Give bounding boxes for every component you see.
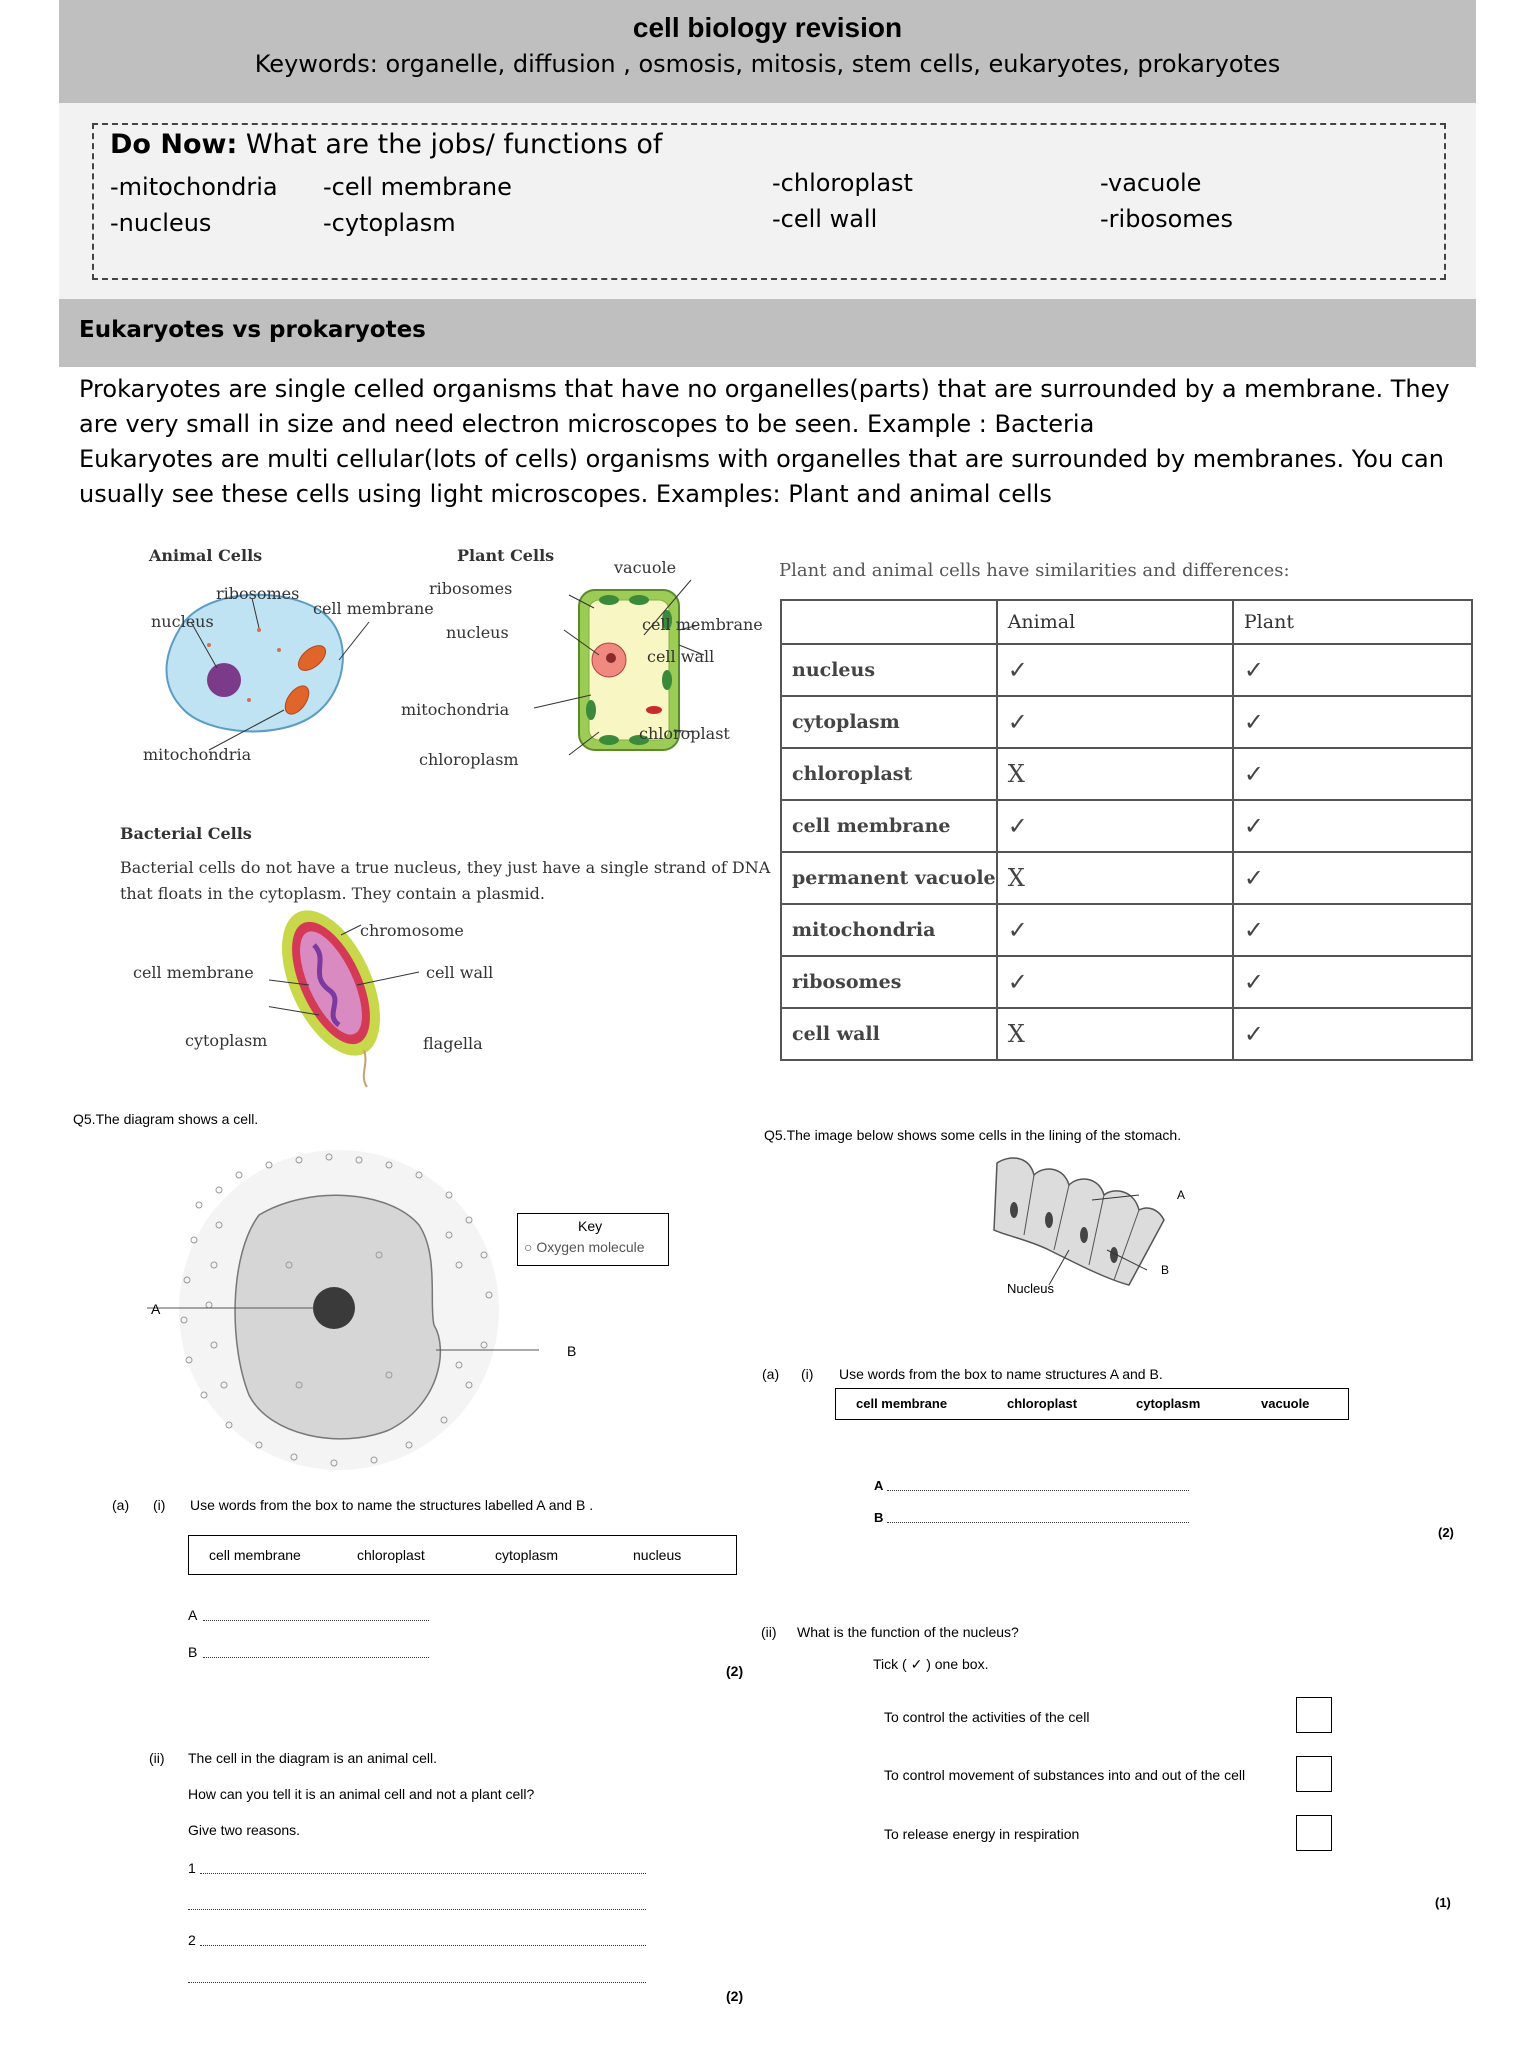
oxygen-molecule <box>216 1187 222 1193</box>
comparison-title: Plant and animal cells have similarities and differences: <box>779 560 1290 581</box>
plant-label-cell-membrane: cell membrane <box>642 615 763 634</box>
leader-line <box>339 622 369 660</box>
animal-ribosome-dot <box>277 648 281 652</box>
table-cell: ✓ <box>997 956 1233 1008</box>
table-cell: ✓ <box>1233 644 1472 696</box>
table-cell: X <box>997 1008 1233 1060</box>
bacterial-label-cell-membrane: cell membrane <box>133 963 254 982</box>
q5-right-ii-question: What is the function of the nucleus? <box>797 1624 1019 1640</box>
plant-label-chloroplast: chloroplast <box>639 724 730 743</box>
table-header-row <box>781 600 1472 644</box>
answer-b-line[interactable] <box>887 1522 1189 1523</box>
answer-2-line[interactable] <box>200 1945 646 1946</box>
key-box <box>517 1213 669 1266</box>
q5-right-title: Q5.The image below shows some cells in the lining of the stomach. <box>764 1127 1182 1143</box>
plant-label-nucleus: nucleus <box>446 623 509 642</box>
plant-label-mitochondria: mitochondria <box>401 700 510 719</box>
answer-a-line[interactable] <box>887 1490 1189 1491</box>
animal-nucleus-shape <box>207 663 241 697</box>
q5-right-tick-instruction: Tick ( ✓ ) one box. <box>873 1656 989 1672</box>
eukaryotes-paragraph: Eukaryotes are multi cellular(lots of cells) organisms with organelles that are surrounded by membranes. You can usually see these cells using light microscopes. Examples: Plant and animal cells <box>79 445 1444 508</box>
animal-label-nucleus: nucleus <box>151 612 214 631</box>
do-now-item: -mitochondria <box>110 173 278 201</box>
flagellum-shape <box>364 1050 367 1087</box>
q5-right-label-b: B <box>1161 1263 1170 1277</box>
table-cell: ✓ <box>1233 904 1472 956</box>
chloroplast-shape <box>662 670 672 690</box>
word-option: chloroplast <box>1007 1396 1078 1411</box>
chloroplast-shape <box>629 595 649 605</box>
table-cell: nucleus <box>781 644 997 696</box>
do-now-question-text: What are the jobs/ functions of <box>237 129 663 160</box>
table-cell: X <box>997 852 1233 904</box>
q5-left-label-a: A <box>151 1301 161 1317</box>
chloroplast-shape <box>599 595 619 605</box>
q5-left-part-i: (i) <box>153 1497 166 1513</box>
q5-left-marks-2: (2) <box>726 1988 744 2004</box>
answer-2-line-extra[interactable] <box>188 1982 646 1983</box>
prokaryotes-paragraph: Prokaryotes are single celled organisms that have no organelles(parts) that are surrounded by a membrane. They are very small in size and need electron microscopes to be seen. Example : Bacteria <box>79 375 1450 438</box>
table-cell: ✓ <box>1233 1008 1472 1060</box>
table-row <box>781 956 1472 1008</box>
animal-label-mitochondria: mitochondria <box>143 745 252 764</box>
bacterial-label-cell-wall: cell wall <box>426 963 494 982</box>
table-cell: cytoplasm <box>781 696 997 748</box>
animal-ribosome-dot <box>247 698 251 702</box>
animal-ribosome-dot <box>207 643 211 647</box>
word-option: nucleus <box>633 1547 682 1563</box>
comparison-table <box>780 599 1473 1061</box>
nucleus-shape <box>313 1287 355 1329</box>
animal-ribosome-dot <box>257 628 261 632</box>
key-item <box>524 1239 645 1255</box>
table-row <box>781 696 1472 748</box>
key-title: Key <box>578 1218 603 1234</box>
q5-left-marks-1: (2) <box>726 1663 744 1679</box>
table-row <box>781 644 1472 696</box>
header-band <box>59 0 1476 103</box>
stomach-nucleus-shape <box>1080 1227 1088 1243</box>
tick-box-3[interactable] <box>1296 1815 1332 1851</box>
bacterial-desc-line2: that floats in the cytoplasm. They contain a plasmid. <box>120 884 545 903</box>
chloroplast-shape <box>599 735 619 745</box>
q5-right-part-a: (a) <box>762 1366 780 1382</box>
q5-left-ii-line2: How can you tell it is an animal cell and not a plant cell? <box>188 1786 535 1802</box>
word-option: chloroplast <box>357 1547 425 1563</box>
q5-left-part-ii: (ii) <box>149 1750 165 1766</box>
plant-label-cell-wall: cell wall <box>647 647 715 666</box>
page-title: cell biology revision <box>632 12 903 43</box>
do-now-item: -ribosomes <box>1100 205 1233 233</box>
oxygen-cell-diagram <box>139 1145 539 1475</box>
table-row <box>781 748 1472 800</box>
table-cell: ✓ <box>1233 696 1472 748</box>
table-header-cell: Plant <box>1233 600 1472 644</box>
q5-left-word-box <box>188 1535 737 1575</box>
do-now-item: -cytoplasm <box>323 209 456 237</box>
table-row <box>781 1008 1472 1060</box>
table-row <box>781 852 1472 904</box>
table-cell: ✓ <box>997 800 1233 852</box>
table-cell: cell wall <box>781 1008 997 1060</box>
plant-mitochondrion-shape <box>646 706 662 714</box>
animal-label-cell-membrane: cell membrane <box>313 599 434 618</box>
table-cell: ✓ <box>997 644 1233 696</box>
do-now-box <box>92 123 1446 280</box>
answer-1-line-extra[interactable] <box>188 1909 646 1910</box>
do-now-item: -cell membrane <box>323 173 512 201</box>
do-now-section <box>59 103 1476 299</box>
chloroplast-shape <box>586 700 596 720</box>
table-cell: ✓ <box>1233 956 1472 1008</box>
table-cell: ✓ <box>997 696 1233 748</box>
animal-label-ribosomes: ribosomes <box>216 584 300 603</box>
oxygen-molecule <box>196 1202 202 1208</box>
answer-b-line[interactable] <box>203 1657 429 1658</box>
do-now-question <box>110 129 662 160</box>
q5-right-nucleus-label: Nucleus <box>1007 1281 1054 1296</box>
q5-left-ii-line3: Give two reasons. <box>188 1822 301 1838</box>
answer-1-line[interactable] <box>200 1873 646 1874</box>
table-cell: ✓ <box>1233 800 1472 852</box>
q5-left-instruction: Use words from the box to name the structures labelled A and B . <box>190 1497 594 1513</box>
bacterial-desc-line1: Bacterial cells do not have a true nucleus, they just have a single strand of DNA <box>120 858 771 877</box>
stomach-lining-diagram <box>989 1155 1209 1295</box>
stomach-nucleus-shape <box>1010 1202 1018 1218</box>
plant-cell-title: Plant Cells <box>457 546 555 565</box>
table-row <box>781 904 1472 956</box>
keywords-line: Keywords: organelle, diffusion , osmosis, mitosis, stem cells, eukaryotes, prokaryotes <box>254 50 1281 78</box>
plant-label-vacuole: vacuole <box>614 558 677 577</box>
worksheet-page <box>59 0 1476 2048</box>
plant-label-ribosomes: ribosomes <box>429 579 513 598</box>
q5-left-answer-b-label: B <box>188 1644 198 1660</box>
section-heading-band <box>59 299 1476 367</box>
q5-right-word-box <box>835 1388 1349 1420</box>
bacterial-cell-title: Bacterial Cells <box>120 824 252 843</box>
animal-cell-title: Animal Cells <box>149 546 263 565</box>
q5-right-instruction: Use words from the box to name structures A and B. <box>839 1366 1163 1382</box>
q5-right-marks-1: (2) <box>1438 1525 1454 1540</box>
table-cell: chloroplast <box>781 748 997 800</box>
q5-right-option-1: To control the activities of the cell <box>884 1709 1090 1725</box>
plant-label-chloroplasm: chloroplasm <box>419 750 519 769</box>
section-heading: Eukaryotes vs prokaryotes <box>79 317 426 343</box>
table-cell: ✓ <box>1233 852 1472 904</box>
q5-right-part-ii: (ii) <box>761 1624 777 1640</box>
do-now-item: -nucleus <box>110 209 212 237</box>
q5-right-label-a: A <box>1177 1188 1186 1202</box>
answer-a-line[interactable] <box>203 1620 429 1621</box>
tick-box-1[interactable] <box>1296 1697 1332 1733</box>
table-cell: cell membrane <box>781 800 997 852</box>
table-header-cell: Animal <box>997 600 1233 644</box>
oxygen-symbol-icon: ○ <box>524 1239 537 1255</box>
table-row <box>781 800 1472 852</box>
table-cell: permanent vacuole <box>781 852 997 904</box>
word-option: cytoplasm <box>495 1547 559 1563</box>
word-option: cytoplasm <box>1136 1396 1201 1411</box>
bacterial-label-chromosome: chromosome <box>360 921 464 940</box>
table-cell: mitochondria <box>781 904 997 956</box>
q5-right-marks-2: (1) <box>1435 1895 1451 1910</box>
word-option: vacuole <box>1261 1396 1310 1411</box>
table-cell: ✓ <box>1233 748 1472 800</box>
bacterial-label-flagella: flagella <box>423 1034 483 1053</box>
q5-left-answer-a-label: A <box>188 1607 198 1623</box>
plant-nucleolus-shape <box>606 653 616 663</box>
leader-line <box>341 925 361 935</box>
oxygen-molecule <box>236 1172 242 1178</box>
do-now-item: -vacuole <box>1100 169 1202 197</box>
q5-left-answer-1-label: 1 <box>188 1860 196 1876</box>
table-cell: ✓ <box>997 904 1233 956</box>
table-cell: X <box>997 748 1233 800</box>
q5-right-part-i: (i) <box>801 1366 814 1382</box>
q5-right-option-3: To release energy in respiration <box>884 1826 1080 1842</box>
q5-left-ii-line1: The cell in the diagram is an animal cell. <box>188 1750 438 1766</box>
q5-left-part-a: (a) <box>112 1497 130 1513</box>
do-now-label: Do Now: <box>110 129 238 160</box>
eukaryotes-text <box>79 372 1464 512</box>
bacterial-label-cytoplasm: cytoplasm <box>185 1031 268 1050</box>
table-header-cell <box>781 600 997 644</box>
do-now-item: -cell wall <box>772 205 878 233</box>
tick-box-2[interactable] <box>1296 1756 1332 1792</box>
q5-right-answer-b-label: B <box>874 1510 884 1525</box>
stomach-nucleus-shape <box>1045 1212 1053 1228</box>
q5-right-option-2: To control movement of substances into and out of the cell <box>884 1767 1246 1783</box>
key-item-text: Oxygen molecule <box>536 1239 645 1255</box>
word-option: cell membrane <box>209 1547 301 1563</box>
q5-left-answer-2-label: 2 <box>188 1932 196 1948</box>
table-cell: ribosomes <box>781 956 997 1008</box>
word-option: cell membrane <box>856 1396 948 1411</box>
q5-left-label-b: B <box>567 1343 577 1359</box>
do-now-item: -chloroplast <box>772 169 913 197</box>
q5-right-answer-a-label: A <box>874 1478 884 1493</box>
q5-left-title: Q5.The diagram shows a cell. <box>73 1111 259 1127</box>
